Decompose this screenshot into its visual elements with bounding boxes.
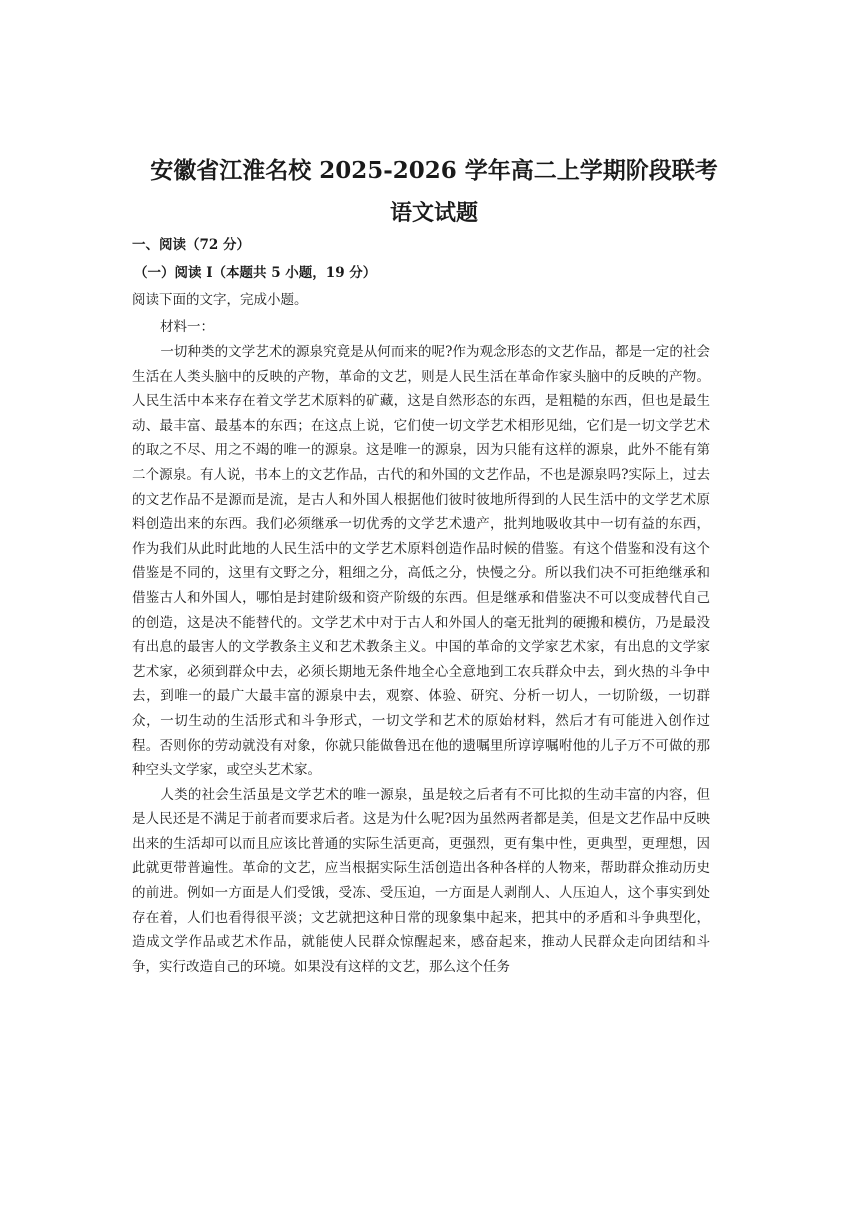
material-body: [132, 340, 710, 979]
body-paragraph: 一切种类的文学艺术的源泉究竟是从何而来的呢?作为观念形态的文艺作品，都是一定的社会生活在人类头脑中的反映的产物，革命的文艺，则是人民生活在革命作家头脑中的反映的产物。人民生活中本来存在着文学艺术原料的矿藏，这是自然形态的东西，是粗糙的东西，但也是最生动、最丰富、最基本的东西；在这点上说，它们使一切文学艺术相形见绌，它们是一切文学艺术的取之不尽、用之不竭的唯一的源泉。这是唯一的源泉，因为只能有这样的源泉，此外不能有第二个源泉。有人说，书本上的文艺作品，古代的和外国的文艺作品，不也是源泉吗?实际上，过去的文艺作品不是源而是流，是古人和外国人根据他们彼时彼地所得到的人民生活中的文学艺术原料创造出来的东西。我们必须继承一切优秀的文学艺术遗产，批判地吸收其中一切有益的东西，作为我们从此时此地的人民生活中的文学艺术原料创造作品时候的借鉴。有这个借鉴和没有这个借鉴是不同的，这里有文野之分，粗细之分，高低之分，快慢之分。所以我们决不可拒绝继承和借鉴古人和外国人，哪怕是封建阶级和资产阶级的东西。但是继承和借鉴决不可以变成替代自己的创造，这是决不能替代的。文学艺术中对于古人和外国人的毫无批判的硬搬和模仿，乃是最没有出息的最害人的文学教条主义和艺术教条主义。中国的革命的文学家艺术家，有出息的文学家艺术家，必须到群众中去，必须长期地无条件地全心全意地到工农兵群众中去，到火热的斗争中去，到唯一的最广大最丰富的源泉中去，观察、体验、研究、分析一切人，一切阶级，一切群众，一切生动的生活形式和斗争形式，一切文学和艺术的原始材料，然后才有可能进入创作过程。否则你的劳动就没有对象，你就只能做鲁迅在他的遗嘱里所谆谆嘱咐他的儿子万不可做的那种空头文学家，或空头艺术家。: [132, 344, 710, 779]
document-title: 安徽省江淮名校 2025-2026 学年高二上学期阶段联考: [150, 157, 718, 184]
section-heading: 一、阅读（72 分）: [132, 237, 250, 253]
body-paragraph: 人类的社会生活虽是文学艺术的唯一源泉，虽是较之后者有不可比拟的生动丰富的内容，但是人民还是不满足于前者而要求后者。这是为什么呢?因为虽然两者都是美，但是文艺作品中反映出来的生活却可以而且应该比普通的实际生活更高，更强烈，更有集中性，更典型，更理想，因此就更带普遍性。革命的文艺，应当根据实际生活创造出各种各样的人物来，帮助群众推动历史的前进。例如一方面是人们受饿，受冻、受压迫，一方面是人剥削人、人压迫人，这个事实到处存在着，人们也看得很平淡；文艺就把这种日常的现象集中起来，把其中的矛盾和斗争典型化，造成文学作品或艺术作品，就能使人民群众惊醒起来，感奋起来，推动人民群众走向团结和斗争，实行改造自己的环境。如果没有这样的文艺，那么这个任务: [132, 786, 710, 975]
document-subtitle: 语文试题: [389, 200, 478, 226]
material-label: 材料一：: [160, 319, 214, 335]
instruction-text: 阅读下面的文字，完成小题。: [132, 292, 308, 308]
subsection-heading: （一）阅读 I（本题共 5 小题，19 分）: [134, 265, 377, 281]
